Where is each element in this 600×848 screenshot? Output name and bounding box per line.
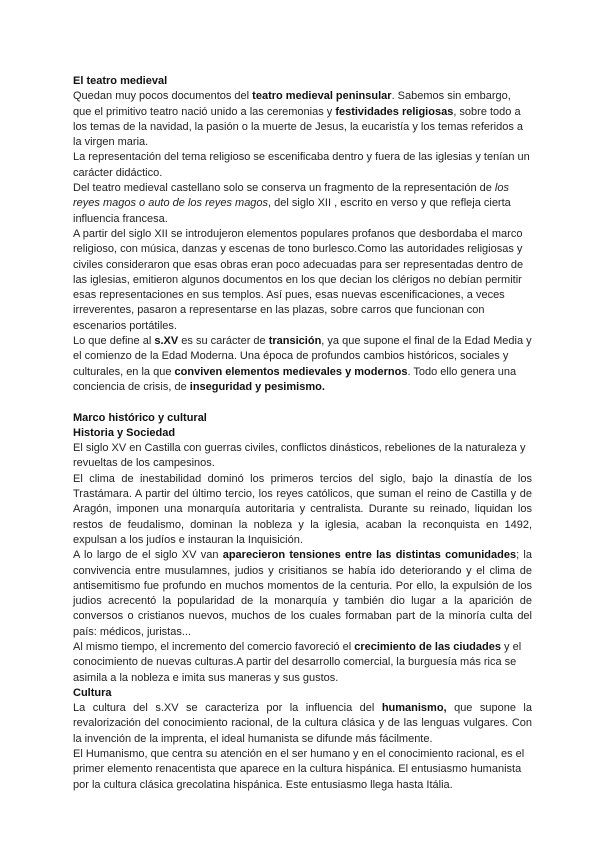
paragraph-comercio (73, 640, 532, 686)
text-run: ; la convivencia entre musulamnes, judios y crisitianos se había ido deteriorando y el clima de antisemitismo fue profundo en muchos momentos de la centuria. Por ello, la expulsión de los judios acrecentó la popularidad de la monarquía y también dio lugar a la aparición de conversos o cristianos nuevos, muchos de los cuales formaban part de la minoría culta del país: médicos, juristas... (73, 549, 532, 638)
bold-run: s.XV (154, 335, 179, 348)
paragraph-teatro-castellano (73, 181, 532, 227)
bold-run: transición (268, 335, 322, 348)
text-run: , sobre todo a los temas de la navidad, la pasión o la muerte de Jesus, la eucaristía y los temas referidos a la virgen maria. (73, 105, 524, 149)
spacer (73, 395, 532, 410)
bold-run: conviven elementos medievales y modernos (174, 365, 408, 378)
text-run: Lo que define al (73, 335, 155, 348)
paragraph-humanismo (73, 701, 532, 747)
subsection-title-historia: Historia y Sociedad (73, 426, 176, 439)
bold-run: inseguridad y pesimismo. (189, 380, 325, 393)
paragraph-tensiones (73, 548, 532, 640)
paragraph-representacion: La representación del tema religioso se escenificaba dentro y fuera de las iglesias y tenían un carácter didáctico. (73, 151, 530, 179)
text-run: , del siglo XII , escrito en verso y que refleja cierta influencia francesa. (73, 197, 511, 225)
text-run: La cultura del s.XV se caracteriza por la influencia del (73, 702, 382, 715)
section-title-marco-historico: Marco histórico y cultural (73, 411, 207, 424)
bold-run: festividades religiosas (335, 105, 454, 118)
text-run: , ya que supone el final de la Edad Media y el comienzo de la Edad Moderna. Una época de profundos cambios históricos, sociales y culturales, en la que (73, 335, 532, 378)
section-title-teatro-medieval: El teatro medieval (73, 75, 168, 87)
paragraph-siglo-xii: A partir del siglo XII se introdujeron elementos populares profanos que desbordaba el marco religioso, con música, danzas y escenas de tono burlesco.Como las autoridades religiosas y civiles consideraron que esas obras eran poco adecuadas para ser representadas dentro de las iglesias, emitieron algunos documentos en los que decian los clérigos no debían permitir esas representaciones en sus templos. Así pues, esas nuevas escenificaciones, a veces irreverentes, pasaron a representarse en las plazas, sobre carros que funcionan con escenarios portátiles. (73, 227, 524, 332)
bold-run: crecimiento de las ciudades (354, 640, 501, 653)
text-run: . Todo ello genera una conciencia de crisis, de (73, 365, 517, 393)
text-run: A lo largo de el siglo XV van (73, 549, 223, 562)
bold-run: humanismo, (381, 702, 447, 715)
text-run: Del teatro medieval castellano solo se conserva un fragmento de la representación de (73, 182, 495, 195)
italic-run: los reyes magos o auto de los reyes magos (73, 182, 509, 210)
bold-run: teatro medieval peninsular (252, 90, 392, 103)
paragraph-humanismo-renacentista: El Humanismo, que centra su atención en el ser humano y en el conocimiento racional, es el primer elemento renacentista que aparece en la cultura hispánica. El entusiasmo humanista por la cultura clásica grecolatina hispánica. Este entusiasmo llega hasta Itália. (73, 748, 525, 791)
paragraph-documentos (73, 89, 532, 150)
subsection-title-cultura: Cultura (73, 686, 112, 699)
text-run: Al mismo tiempo, el incremento del comercio favoreció el (73, 640, 355, 653)
paragraph-inestabilidad: El clima de inestabilidad dominó los primeros tercios del siglo, bajo la dinastía de los Trastámara. A partir del último tercio, los reyes católicos, que suman el reino de Castilla y de Aragón, imponen una monarquía autoritaria y centralista. Durante su reinado, liquidan los restos de feudalismo, dominan la nobleza y la iglesia, acaban la reconquista en 1492, expulsan a los judíos e instauran la Inquisición. (73, 472, 532, 546)
paragraph-siglo-xv-castilla: El siglo XV en Castilla con guerras civiles, conflictos dinásticos, rebeliones de la naturaleza y revueltas de los campesinos. (73, 442, 526, 470)
text-run: y el conocimiento de nuevas culturas.A partir del desarrollo comercial, la burguesía más rica se asimila a la nobleza e imita sus maneras y sus gustos. (73, 640, 522, 684)
text-run: Quedan muy pocos documentos del (73, 90, 253, 103)
text-run: que supone la revalorización del conocimiento racional, de la cultura clásica y de las lenguas vulgares. Con la invención de la imprenta, el ideal humanista se difunde más fácilmente. (73, 702, 532, 745)
document-page (73, 74, 532, 793)
text-run: es su carácter de (178, 335, 269, 348)
paragraph-siglo-xv (73, 334, 532, 395)
bold-run: aparecieron tensiones entre las distintas comunidades (222, 549, 517, 562)
text-run: . Sabemos sin embargo, que el primitivo teatro nació unido a las ceremonias y (73, 90, 511, 118)
